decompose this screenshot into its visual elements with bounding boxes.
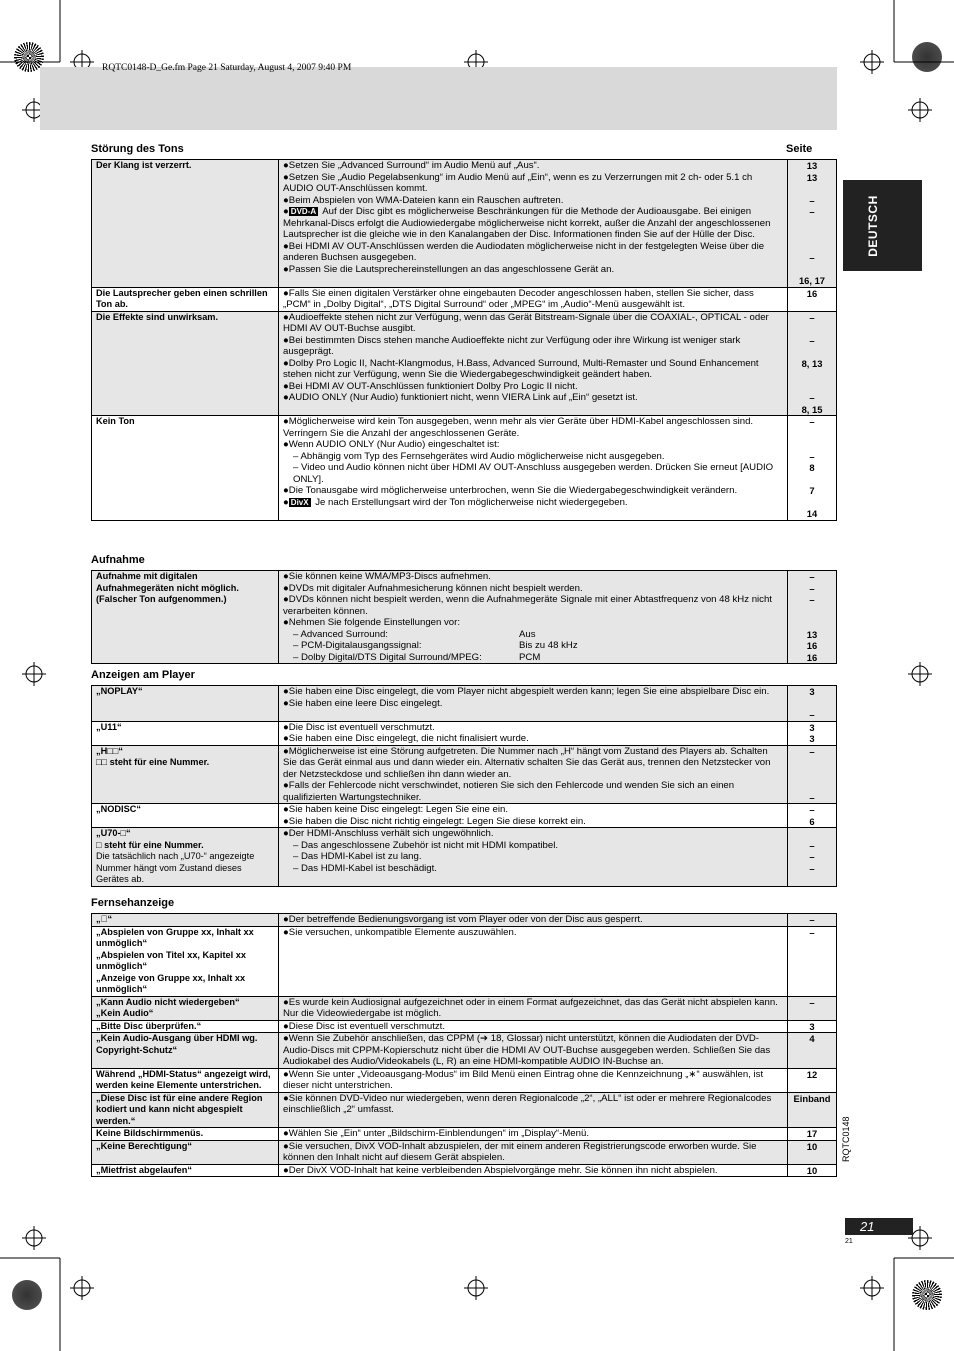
section-title: Aufnahme — [91, 554, 145, 566]
page-reference: 10 — [806, 1164, 818, 1176]
solution-line: – Das HDMI-Kabel ist zu lang. — [293, 851, 422, 862]
problem-text: „⃠“ — [96, 914, 113, 924]
page-reference-cell — [788, 416, 837, 521]
solution-line: ●Möglicherweise wird kein Ton ausgegeben, wenn mehr als vier Geräte über HDMI-Kabel angeschlossen sind. Verringern Sie die Anzahl der angeschlossenen Geräte. — [283, 416, 754, 439]
solution-line — [283, 640, 783, 652]
problem-text: „U11“ — [96, 721, 122, 732]
problem-cell — [92, 311, 279, 416]
page-reference: 3 — [809, 1020, 815, 1032]
solution-line: ●Wenn AUDIO ONLY (Nur Audio) eingeschaltet ist: — [283, 439, 500, 450]
solution-line: ●Der HDMI-Anschluss verhält sich ungewöhnlich. — [283, 828, 494, 839]
solution-line: ●Sie können DVD-Video nur wiedergeben, wenn deren Regionalcode „2“, „ALL“ ist oder er mehrere Regionalcodes einschließlich „2“ umfasst. — [283, 1092, 772, 1115]
problem-cell — [92, 1140, 279, 1164]
table-row — [92, 926, 837, 996]
solution-line: ●Es wurde kein Audiosignal aufgezeichnet oder in einem Format aufgezeichnet, das das Gerät nicht abspielen kann. Nur die Videowiedergabe ist möglich. — [283, 996, 778, 1019]
problem-cell — [92, 914, 279, 927]
solution-cell — [279, 1020, 788, 1033]
solution-line: ●Nehmen Sie folgende Einstellungen vor: — [283, 617, 460, 628]
table-row — [92, 311, 837, 416]
problem-text: Die Effekte sind unwirksam. — [96, 311, 219, 322]
problem-text: „Kann Audio nicht wiedergeben“ „Kein Audio“ — [96, 996, 240, 1018]
page-reference-cell — [788, 745, 837, 804]
problem-text: Der Klang ist verzerrt. — [96, 160, 192, 170]
problem-text: „Mietfrist abgelaufen“ — [96, 1164, 192, 1175]
setting-name: – Dolby Digital/DTS Digital Surround/MPEG: — [293, 651, 482, 663]
page-reference-cell — [788, 571, 837, 664]
page-reference: 3 – — [809, 686, 815, 720]
solution-line: ●Die Tonausgabe wird möglicherweise unterbrochen, wenn Sie die Wiedergabegeschwindigkeit verändern. — [283, 485, 738, 496]
table-row — [92, 686, 837, 722]
page-reference: – — [809, 996, 815, 1008]
page-reference-cell — [788, 996, 837, 1020]
page-reference-cell — [788, 828, 837, 887]
problem-text: „NODISC“ — [96, 804, 141, 814]
solution-cell — [279, 996, 788, 1020]
solution-line: ●Sie haben keine Disc eingelegt: Legen Sie eine ein. — [283, 804, 509, 815]
solution-line: ●Falls der Fehlercode nicht verschwindet, notieren Sie sich den Fehlercode und wenden Sie sich an einen qualifizierten Wartungstechniker. — [283, 780, 735, 803]
table-row — [92, 996, 837, 1020]
solution-line: ● DivX Je nach Erstellungsart wird der Ton möglicherweise nicht wiedergegeben. — [283, 496, 628, 508]
page-reference: – — [809, 926, 815, 938]
solution-line: – Das HDMI-Kabel ist beschädigt. — [293, 862, 437, 874]
page-reference: – 6 — [809, 804, 815, 827]
solution-line: ●Diese Disc ist eventuell verschmutzt. — [283, 1020, 446, 1032]
page-reference: 16 — [806, 287, 818, 299]
page-reference-cell — [788, 1164, 837, 1177]
section-title: Anzeigen am Player — [91, 669, 195, 681]
page-reference: 12 — [806, 1068, 818, 1080]
table-row — [92, 416, 837, 521]
table-row — [92, 1140, 837, 1164]
solution-line: ●Sie haben eine leere Disc eingelegt. — [283, 697, 443, 709]
page-reference: – – – — [809, 839, 815, 874]
language-tab — [843, 180, 922, 271]
solution-line — [283, 629, 783, 641]
solution-line: ●Der DivX VOD-Inhalt hat keine verbleibenden Abspielvorgänge mehr. Sie können ihn nicht abspielen. — [283, 1164, 718, 1176]
page-reference: – – 8, 13 – 8, 15 — [801, 311, 823, 415]
page-reference: 10 — [806, 1140, 818, 1152]
solution-cell — [279, 1033, 788, 1069]
solution-line: ●Sie haben eine Disc eingelegt, die vom Player nicht abgespielt werden kann; legen Sie eine abspielbare Disc ein. — [283, 686, 770, 697]
problem-cell — [92, 721, 279, 745]
solution-cell — [279, 160, 788, 288]
problem-text: „H□□“ □□ steht für eine Nummer. — [96, 745, 210, 767]
solution-line: ●Sie versuchen, unkompatible Elemente auszuwählen. — [283, 926, 517, 938]
table-row — [92, 828, 837, 887]
solution-line: ●Bei HDMI AV OUT-Anschlüssen werden die Audiodaten möglicherweise nicht in der festgelegten Weise über die anderen Buchsen ausgegeben. — [283, 240, 765, 263]
problem-cell — [92, 926, 279, 996]
troubleshooting-table — [91, 159, 837, 521]
section-title: Störung des Tons — [91, 143, 184, 155]
page-reference-cell — [788, 926, 837, 996]
solution-line: ●Bei HDMI AV OUT-Anschlüssen funktioniert Dolby Pro Logic II nicht. — [283, 380, 578, 392]
page-reference: 4 — [809, 1033, 815, 1044]
problem-text: „NOPLAY“ — [96, 686, 143, 696]
language-tab-label: DEUTSCH — [866, 195, 880, 257]
page-reference-cell — [788, 1128, 837, 1141]
page-reference-cell — [788, 686, 837, 722]
solution-cell — [279, 311, 788, 416]
problem-text: „Keine Berechtigung“ — [96, 1140, 192, 1151]
page-reference: – – — [809, 745, 815, 803]
solution-line: ●Passen Sie die Lautsprechereinstellungen an das angeschlossene Gerät an. — [283, 263, 615, 275]
page-reference-cell — [788, 1020, 837, 1033]
solution-line: ●Möglicherweise ist eine Störung aufgetreten. Die Nummer nach „H“ hängt vom Zustand des Players ab. Schalten Sie das Gerät einmal aus und dann wieder ein. Alternativ schalten Sie das Gerät aus, trennen den Netzstecker von der Netzsteckdose und schließen ihn dann wieder an. — [283, 745, 771, 780]
solution-cell — [279, 571, 788, 664]
setting-value: Bis zu 48 kHz — [519, 640, 578, 651]
table-row — [92, 745, 837, 804]
table-row — [92, 1164, 837, 1177]
page-reference-cell — [788, 1033, 837, 1069]
disc-type-badge: DVD-A — [290, 207, 317, 216]
page-reference: – — [809, 914, 815, 925]
problem-cell — [92, 1128, 279, 1141]
problem-cell — [92, 828, 279, 887]
page-reference-cell — [788, 160, 837, 288]
setting-name: – PCM-Digitalausgangssignal: — [293, 640, 422, 651]
troubleshooting-table — [91, 570, 837, 664]
solution-cell — [279, 828, 788, 887]
solution-line: ●Sie können keine WMA/MP3-Discs aufnehmen. — [283, 571, 491, 582]
page-number: 21 — [860, 1219, 875, 1234]
problem-cell — [92, 571, 279, 664]
problem-text: Während „HDMI-Status“ angezeigt wird, werden keine Elemente unterstrichen. — [96, 1068, 271, 1090]
solution-cell — [279, 1068, 788, 1092]
problem-cell — [92, 745, 279, 804]
page-reference-cell — [788, 311, 837, 416]
solution-line: ●Sie haben die Disc nicht richtig eingelegt: Legen Sie diese korrekt ein. — [283, 815, 586, 827]
solution-line: ●Sie versuchen, DivX VOD-Inhalt abzuspielen, der mit einem anderen Registrierungscode erworben wurde. Sie können den Inhalt nicht auf diesem Gerät abspielen. — [283, 1140, 757, 1163]
problem-cell — [92, 1020, 279, 1033]
solution-line: ●Setzen Sie „Audio Pegelabsenkung“ im Audio Menü auf „Ein“, wenn es zu Verzerrungen mit 2 ch- oder 5.1 ch AUDIO OUT-Anschlüssen kommt. — [283, 171, 753, 194]
page-number-box — [845, 1218, 913, 1235]
solution-cell — [279, 721, 788, 745]
problem-text: „Bitte Disc überprüfen.“ — [96, 1020, 202, 1031]
solution-cell — [279, 804, 788, 828]
problem-cell — [92, 287, 279, 311]
table-row — [92, 160, 837, 288]
page-reference: – – 8 7 14 — [806, 416, 818, 519]
solution-line: – Video und Audio können nicht über HDMI AV OUT-Anschluss ausgegeben werden. Drücken Sie erneut [AUDIO ONLY]. — [293, 462, 774, 485]
solution-line: ●Falls Sie einen digitalen Verstärker ohne eingebauten Decoder angeschlossen haben, stellen Sie sicher, dass „PCM“ in „Dolby Digital“, „DTS Digital Surround“ oder „MPEG“ im „Audio“-Menü ausgewählt ist. — [283, 287, 754, 310]
disc-type-badge: DivX — [290, 497, 309, 507]
table-row — [92, 571, 837, 664]
page-reference: 3 3 — [809, 721, 815, 744]
problem-text: „U70-□“ □ steht für eine Nummer. — [96, 828, 204, 850]
page-reference-cell — [788, 1068, 837, 1092]
solution-line: ●Sie haben eine Disc eingelegt, die nicht finalisiert wurde. — [283, 733, 529, 744]
solution-line: ●Die Disc ist eventuell verschmutzt. — [283, 721, 435, 733]
solution-cell — [279, 926, 788, 996]
document-code: RQTC0148 — [841, 1116, 851, 1162]
table-row — [92, 914, 837, 927]
solution-cell — [279, 416, 788, 521]
solution-line: ●Der betreffende Bedienungsvorgang ist vom Player oder von der Disc aus gesperrt. — [283, 914, 643, 925]
solution-cell — [279, 914, 788, 927]
page-reference: Einband — [793, 1092, 831, 1104]
problem-text: „Diese Disc ist für eine andere Region kodiert und kann nicht abgespielt werden.“ — [96, 1092, 263, 1126]
problem-cell — [92, 686, 279, 722]
seite-label: Seite — [786, 143, 813, 155]
page-reference-cell — [788, 914, 837, 927]
page-number-small: 21 — [845, 1238, 853, 1245]
page-reference-cell — [788, 721, 837, 745]
setting-value: PCM — [519, 651, 541, 663]
problem-text: „Kein Audio-Ausgang über HDMI wg. Copyright-Schutz“ — [96, 1033, 258, 1055]
solution-line: ●Wählen Sie „Ein“ unter „Bildschirm-Einblendungen“ im „Display“-Menü. — [283, 1128, 589, 1139]
page-reference-cell — [788, 804, 837, 828]
problem-cell — [92, 804, 279, 828]
table-row — [92, 1020, 837, 1033]
solution-line: ●Wenn Sie unter „Videoausgang-Modus“ im Bild Menü einen Eintrag ohne die Kennzeichnung „∗“ auswählen, ist dieser nicht unterstrichen. — [283, 1068, 764, 1091]
solution-line: ●Bei bestimmten Discs stehen manche Audioeffekte nicht zur Verfügung oder ihre Wirkung ist weniger stark ausgeprägt. — [283, 334, 741, 357]
table-row — [92, 1128, 837, 1141]
solution-cell — [279, 1164, 788, 1177]
solution-cell — [279, 1092, 788, 1128]
solution-cell — [279, 287, 788, 311]
table-row — [92, 1068, 837, 1092]
solution-cell — [279, 1128, 788, 1141]
page-reference-cell — [788, 1140, 837, 1164]
problem-text: Aufnahme mit digitalen Aufnahmegeräten nicht möglich. (Falscher Ton aufgenommen.) — [96, 571, 239, 604]
problem-cell — [92, 1033, 279, 1069]
troubleshooting-table — [91, 913, 837, 1177]
solution-line: ● DVD-A Auf der Disc gibt es möglicherweise Beschränkungen für die Methode der Audioausgabe. Bei einigen Mehrkanal-Discs erfolgt die Audiowiedergabe möglicherweise nicht korrekt, außer die Anzahl der angeschlossenen Lautsprecher ist die gleiche wie in den Kanalangaben der Disc. Informationen finden Sie auf der Hülle der Disc. — [283, 206, 771, 240]
setting-name: – Advanced Surround: — [293, 628, 388, 640]
table-row — [92, 287, 837, 311]
solution-line: ●Setzen Sie „Advanced Surround“ im Audio Menü auf „Aus“. — [283, 160, 540, 171]
problem-text: Keine Bildschirmmenüs. — [96, 1128, 204, 1138]
page-reference-cell — [788, 1092, 837, 1128]
solution-line: ●Audioeffekte stehen nicht zur Verfügung, wenn das Gerät Bitstream-Signale über die COAXIAL-, OPTICAL - oder HDMI AV OUT-Buchse ausgibt. — [283, 311, 769, 334]
solution-line: ●Beim Abspielen von WMA-Dateien kann ein Rauschen auftreten. — [283, 194, 564, 206]
section-title: Fernsehanzeige — [91, 897, 175, 909]
file-info: RQTC0148-D_Ge.fm Page 21 Saturday, August 4, 2007 9:40 PM — [102, 63, 352, 73]
header-band — [40, 67, 837, 130]
solution-line: – Abhängig vom Typ des Fernsehgerätes wird Audio möglicherweise nicht ausgegeben. — [293, 450, 665, 462]
solution-line: – Das angeschlossene Zubehör ist nicht mit HDMI kompatibel. — [293, 839, 559, 851]
problem-cell — [92, 160, 279, 288]
page-reference-cell — [788, 287, 837, 311]
page-reference: – – – 13 16 16 — [806, 571, 818, 663]
problem-text: „Abspielen von Gruppe xx, Inhalt xx unmöglich“ „Abspielen von Titel xx, Kapitel xx unmöglich“ „Anzeige von Gruppe xx, Inhalt xx unmöglich“ — [96, 926, 254, 994]
solution-cell — [279, 686, 788, 722]
solution-cell — [279, 1140, 788, 1164]
table-row — [92, 804, 837, 828]
problem-note: Die tatsächlich nach „U70-“ angezeigte Nummer hängt vom Zustand dieses Gerätes ab. — [96, 851, 255, 884]
troubleshooting-table — [91, 685, 837, 887]
problem-cell — [92, 416, 279, 521]
problem-cell — [92, 1068, 279, 1092]
solution-line: ●AUDIO ONLY (Nur Audio) funktioniert nicht, wenn VIERA Link auf „Ein“ gesetzt ist. — [283, 392, 638, 403]
setting-value: Aus — [519, 628, 536, 640]
solution-cell — [279, 745, 788, 804]
solution-line: ●Wenn Sie Zubehör anschließen, das CPPM (➔ 18, Glossar) nicht unterstützt, können die Audiodaten der DVD-Audio-Discs mit CPPM-Kopierschutz nicht über die HDMI AV OUT-Buchse ausgegeben werden. Schließen Sie das Audiokabel des Audio/Videokabels (L, R) an eine HDMI-kompatible AUDIO IN-Buchse an. — [283, 1033, 771, 1067]
problem-cell — [92, 1164, 279, 1177]
solution-line: ●Dolby Pro Logic II, Nacht-Klangmodus, H.Bass, Advanced Surround, Multi-Remaster und Sound Enhancement stehen nicht zur Verfügung, wenn Sie die Wiedergabegeschwindigkeit geändert haben. — [283, 357, 759, 380]
solution-line: ●DVDs können nicht bespielt werden, wenn die Aufnahmegeräte Signale mit einer Abtastfrequenz von 48 kHz nicht verarbeiten können. — [283, 594, 772, 617]
problem-text: Kein Ton — [96, 416, 135, 426]
page-reference: 17 — [806, 1128, 818, 1139]
table-row — [92, 721, 837, 745]
problem-cell — [92, 1092, 279, 1128]
problem-text: Die Lautsprecher geben einen schrillen Ton ab. — [96, 287, 268, 309]
problem-cell — [92, 996, 279, 1020]
page-reference: 13 13 – – – 16, 17 — [798, 160, 826, 286]
table-row — [92, 1033, 837, 1069]
table-row — [92, 1092, 837, 1128]
solution-line: ●DVDs mit digitaler Aufnahmesicherung können nicht bespielt werden. — [283, 582, 583, 594]
solution-line — [283, 652, 783, 664]
